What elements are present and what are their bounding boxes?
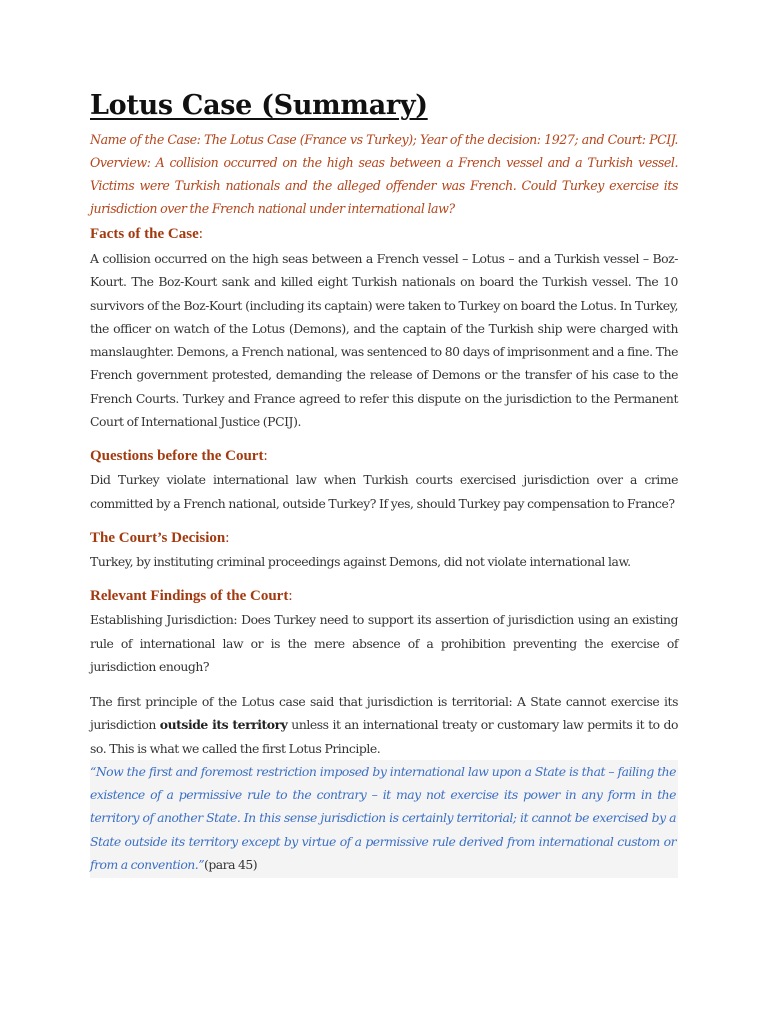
decision-heading: The Court’s Decision: [90,529,230,546]
facts-heading-text: Facts of the Case [90,226,199,242]
questions-heading-text: Questions before the Court [90,448,264,465]
decision-section [90,528,678,573]
case-overview: Name of the Case: The Lotus Case (France vs Turkey); Year of the decision: 1927; and Court: PCIJ. Overview: A collision occurred on the high seas between a French vessel and a Turkish vessel. Victims were Turkish nationals and the alleged offender was French. Could Turkey exercise its jurisdiction over the French national under international law? [90,132,678,216]
findings-heading-text: Relevant Findings of the Court [90,588,289,605]
document-page [90,88,678,878]
quote-text: “Now the first and foremost restriction imposed by international law upon a State is that – failing the existence of a permissive rule to the contrary – it may not exercise its power in any form in the territory of another State. In this sense jurisdiction is certainly territorial; it cannot be exercised by a State outside its territory except by virtue of a permissive rule derived from international custom or from a convention.” [90,764,676,872]
findings-heading: Relevant Findings of the Court: [90,588,293,605]
quote-reference: (para 45) [204,856,258,872]
court-quote [90,760,678,878]
facts-section [90,224,678,433]
questions-body: Did Turkey violate international law when Turkish courts exercised jurisdiction over a crime committed by a French national, outside Turkey? If yes, should Turkey pay compensation to France? [90,472,678,511]
principle-emphasis: outside its territory [159,717,288,733]
findings-section [90,586,678,878]
facts-body: A collision occurred on the high seas between a French vessel – Lotus – and a Turkish vessel – Boz-Kourt. The Boz-Kourt sank and killed eight Turkish nationals on board the Turkish vessel. The 10 survivors of the Boz-Kourt (including its captain) were taken to Turkey on board the Lotus. In Turkey, the officer on watch of the Lotus (Demons), and the captain of the Turkish ship were charged with manslaughter. Demons, a French national, was sentenced to 80 days of imprisonment and a fine. The French government protested, demanding the release of Demons or the transfer of his case to the French Courts. Turkey and France agreed to refer this dispute on the jurisdiction to the Permanent Court of International Justice (PCIJ). [90,251,678,430]
decision-heading-text: The Court’s Decision [90,529,226,546]
page-title: Lotus Case (Summary) [90,90,428,121]
questions-heading: Questions before the Court: [90,448,268,465]
questions-section [90,446,678,515]
decision-body: Turkey, by instituting criminal proceedings against Demons, did not violate international law. [90,553,631,569]
facts-heading: Facts of the Case: [90,226,203,242]
findings-body: Establishing Jurisdiction: Does Turkey need to support its assertion of jurisdiction using an existing rule of international law or is the mere absence of a prohibition preventing the exercise of jurisdiction enough? [90,612,678,674]
principle-text-end: unless it an international treaty or customary law permits it to do so. This is what we called the first Lotus Principle. [90,717,678,756]
first-principle-paragraph [90,690,678,760]
principle-text-start: The first principle of the Lotus case said that jurisdiction is territorial: A State cannot exercise its jurisdiction [90,694,678,733]
